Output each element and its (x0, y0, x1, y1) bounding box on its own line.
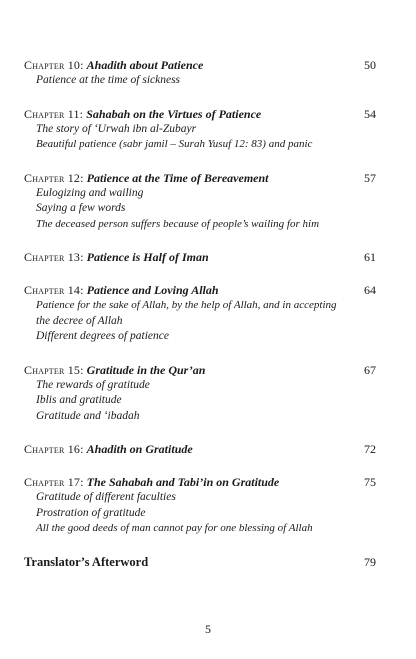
page-number: 67 (364, 362, 376, 377)
chapter-label: Chapter 13: (24, 250, 84, 264)
toc-entry-chapter-14 (24, 282, 376, 345)
toc-entry-heading (24, 170, 376, 186)
chapter-title: Ahadith about Patience (86, 58, 204, 72)
toc-entry-heading (24, 249, 376, 265)
table-of-contents (24, 57, 376, 570)
chapter-label: Chapter 17: (24, 475, 84, 489)
toc-entry-heading (24, 57, 376, 73)
page-number: 75 (364, 475, 376, 489)
chapter-title: Patience and Loving Allah (86, 283, 219, 297)
toc-entry-chapter-11 (24, 106, 376, 153)
toc-entry-chapter-15 (24, 362, 376, 425)
toc-entry-afterword (24, 554, 376, 570)
chapter-label: Chapter 12: (24, 170, 84, 185)
chapter-title: Gratitude in the Qur’an (86, 362, 206, 377)
page-number: 57 (364, 170, 376, 185)
toc-subentry: The deceased person suffers because of people’s wailing for him (36, 217, 320, 230)
chapter-title: Patience is Half of Iman (86, 250, 209, 264)
toc-subentry: the decree of Allah (36, 314, 123, 327)
toc-subentry: Different degrees of patience (36, 330, 169, 342)
toc-subentry: The rewards of gratitude (36, 378, 150, 391)
toc-entry-heading (24, 474, 376, 490)
page-number: 64 (364, 283, 376, 297)
toc-subentry: The story of ‘Urwah ibn al-Zubayr (36, 122, 197, 135)
toc-entry-heading (24, 282, 376, 298)
page-number: 72 (364, 442, 376, 456)
toc-entry-heading (24, 441, 376, 457)
toc-entry-heading (24, 554, 376, 570)
chapter-title: Sahabah on the Virtues of Patience (86, 106, 262, 121)
page-number: 50 (364, 58, 376, 72)
toc-subentry: Patience at the time of sickness (36, 74, 181, 86)
toc-subentry: Gratitude of different faculties (36, 491, 176, 503)
toc-subentry: Prostration of gratitude (36, 506, 146, 519)
chapter-title: The Sahabah and Tabi’in on Gratitude (86, 475, 280, 489)
chapter-label: Chapter 10: (24, 58, 84, 72)
toc-subentry: Gratitude and ‘ibadah (36, 409, 140, 422)
toc-entry-chapter-16 (24, 441, 376, 457)
chapter-label: Chapter 16: (24, 442, 84, 456)
toc-subentry: Saying a few words (36, 202, 126, 214)
toc-entry-chapter-12 (24, 170, 376, 233)
toc-entry-heading (24, 106, 376, 122)
toc-subentry: Patience for the sake of Allah, by the help of Allah, and in accepting (36, 299, 337, 311)
toc-subentry: All the good deeds of man cannot pay for one blessing of Allah (36, 522, 313, 534)
page-number: 61 (364, 250, 376, 264)
toc-entry-chapter-17 (24, 474, 376, 537)
toc-entry-chapter-10 (24, 57, 376, 89)
page-number: 79 (364, 554, 376, 569)
chapter-title: Patience at the Time of Bereavement (86, 170, 269, 185)
toc-subentry: Beautiful patience (sabr jamil – Surah Yusuf 12: 83) and panic (36, 138, 313, 150)
toc-subentry: Eulogizing and wailing (36, 186, 144, 199)
afterword-title: Translator’s Afterword (24, 554, 149, 569)
chapter-label: Chapter 11: (24, 106, 84, 121)
page-folio-number: 5 (205, 622, 211, 636)
page-number: 54 (364, 106, 376, 121)
chapter-title: Ahadith on Gratitude (86, 442, 193, 456)
chapter-label: Chapter 14: (24, 283, 84, 297)
toc-subentry: Iblis and gratitude (36, 394, 122, 406)
chapter-label: Chapter 15: (24, 362, 84, 377)
toc-entry-heading (24, 362, 376, 378)
toc-entry-chapter-13 (24, 249, 376, 265)
